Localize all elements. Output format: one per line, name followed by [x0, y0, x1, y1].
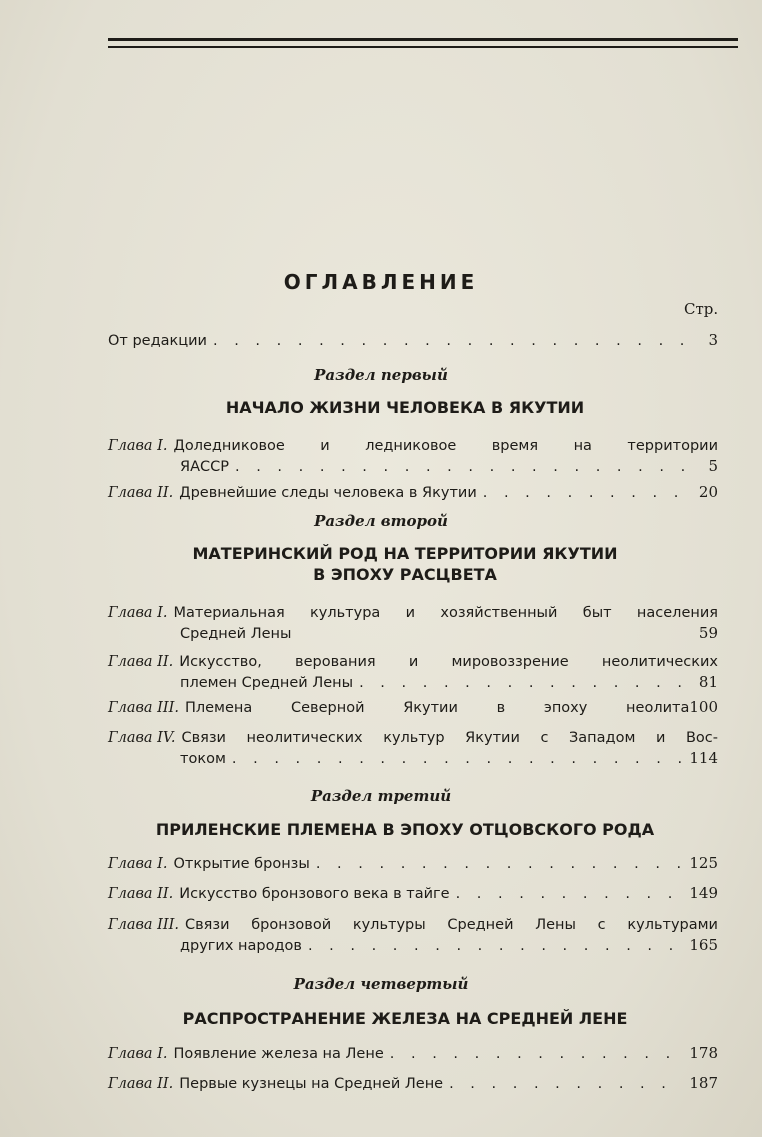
toc-title: ОГЛАВЛЕНИЕ [283, 270, 479, 294]
page-number: 125 [689, 854, 718, 872]
chapter-number: Глава II. [108, 485, 174, 501]
entry-title: От редакции [108, 333, 207, 349]
leader-dots [213, 331, 686, 351]
page-number: 100 [689, 698, 718, 716]
chapter-number: Глава I. [108, 438, 168, 454]
toc-entry[interactable] [108, 883, 718, 904]
entry-title: Первые кузнецы на Средней Лене [179, 1076, 444, 1092]
chapter-number: Глава I. [108, 856, 168, 872]
toc-entry[interactable] [108, 652, 718, 693]
page-number: 59 [698, 624, 718, 642]
leader-dots [308, 936, 683, 956]
entry-title: Открытие бронзы [173, 856, 310, 872]
entry-title: Появление железа на Лене [173, 1046, 384, 1062]
section-label-3: Раздел третий [310, 787, 452, 805]
entry-title: Племена Северной Якутии в эпоху неолита [184, 700, 690, 716]
entry-title-line1: Материальная культура и хозяйственный быт населения [173, 605, 718, 621]
entry-title-line1: Доледниковое и ледниковое время на территории [173, 438, 718, 454]
page-number: 20 [698, 483, 718, 501]
chapter-number: Глава I. [108, 605, 168, 621]
entry-title-line1: Связи бронзовой культуры Средней Лены с культурами [184, 917, 718, 933]
leader-dots [390, 1044, 684, 1064]
toc-entry[interactable] [108, 915, 718, 956]
section-title-2-line2: В ЭПОХУ РАСЦВЕТА [313, 565, 497, 584]
page-number: 149 [689, 884, 718, 902]
entry-title-line2: Средней Лены [180, 626, 292, 642]
section-title-2-line1: МАТЕРИНСКИЙ РОД НА ТЕРРИТОРИИ ЯКУТИИ [192, 544, 618, 563]
chapter-number: Глава III. [108, 917, 179, 933]
toc-entry[interactable] [108, 436, 718, 477]
toc-entry[interactable] [108, 603, 718, 644]
entry-title-line2: других народов [180, 938, 302, 954]
page-number: 3 [708, 331, 718, 349]
leader-dots [449, 1074, 683, 1094]
page-number: 81 [698, 673, 718, 691]
chapter-number: Глава III. [108, 700, 179, 716]
page-number: 165 [689, 936, 718, 954]
section-label-1: Раздел первый [314, 366, 448, 384]
toc-entry[interactable] [108, 1073, 718, 1094]
page-number: 5 [708, 457, 718, 475]
entry-title: Древнейшие следы человека в Якутии [179, 485, 477, 501]
entry-title-line2: током [180, 751, 226, 767]
section-title-3: ПРИЛЕНСКИЕ ПЛЕМЕНА В ЭПОХУ ОТЦОВСКОГО РОДА [155, 820, 655, 839]
chapter-number: Глава II. [108, 654, 174, 670]
toc-entry[interactable] [108, 482, 718, 503]
entry-title-line2: ЯАССР [180, 459, 229, 475]
leader-dots [316, 854, 684, 874]
top-rule [108, 38, 738, 41]
section-label-4: Раздел четвертый [293, 975, 469, 993]
leader-dots [232, 749, 683, 769]
leader-dots [359, 673, 686, 693]
toc-entry[interactable] [108, 853, 718, 874]
leader-dots [456, 884, 684, 904]
entry-title-line2: племен Средней Лены [180, 675, 354, 691]
chapter-number: Глава I. [108, 1046, 168, 1062]
toc-entry-editorial[interactable] [108, 330, 718, 351]
page-number: 114 [689, 749, 718, 767]
chapter-number: Глава IV. [108, 730, 176, 746]
page-number: 187 [689, 1074, 718, 1092]
chapter-number: Глава II. [108, 886, 174, 902]
section-label-2: Раздел второй [314, 512, 448, 530]
leader-dots [483, 483, 686, 503]
toc-entry[interactable] [108, 1043, 718, 1064]
page-column-label: Стр. [684, 300, 719, 318]
section-title-4: РАСПРОСТРАНЕНИЕ ЖЕЛЕЗА НА СРЕДНЕЙ ЛЕНЕ [182, 1009, 628, 1028]
entry-title-line1: Искусство, верования и мировоззрение неолитических [179, 654, 718, 670]
entry-title-line1: Связи неолитических культур Якутии с Западом и Вос- [181, 730, 718, 746]
chapter-number: Глава II. [108, 1076, 174, 1092]
section-title-1: НАЧАЛО ЖИЗНИ ЧЕЛОВЕКА В ЯКУТИИ [225, 398, 585, 417]
top-rule-thin [108, 46, 738, 48]
toc-entry[interactable] [108, 728, 718, 769]
entry-title: Искусство бронзового века в тайге [179, 886, 450, 902]
toc-entry[interactable] [108, 697, 718, 718]
page-number: 178 [689, 1044, 718, 1062]
leader-dots [235, 457, 686, 477]
